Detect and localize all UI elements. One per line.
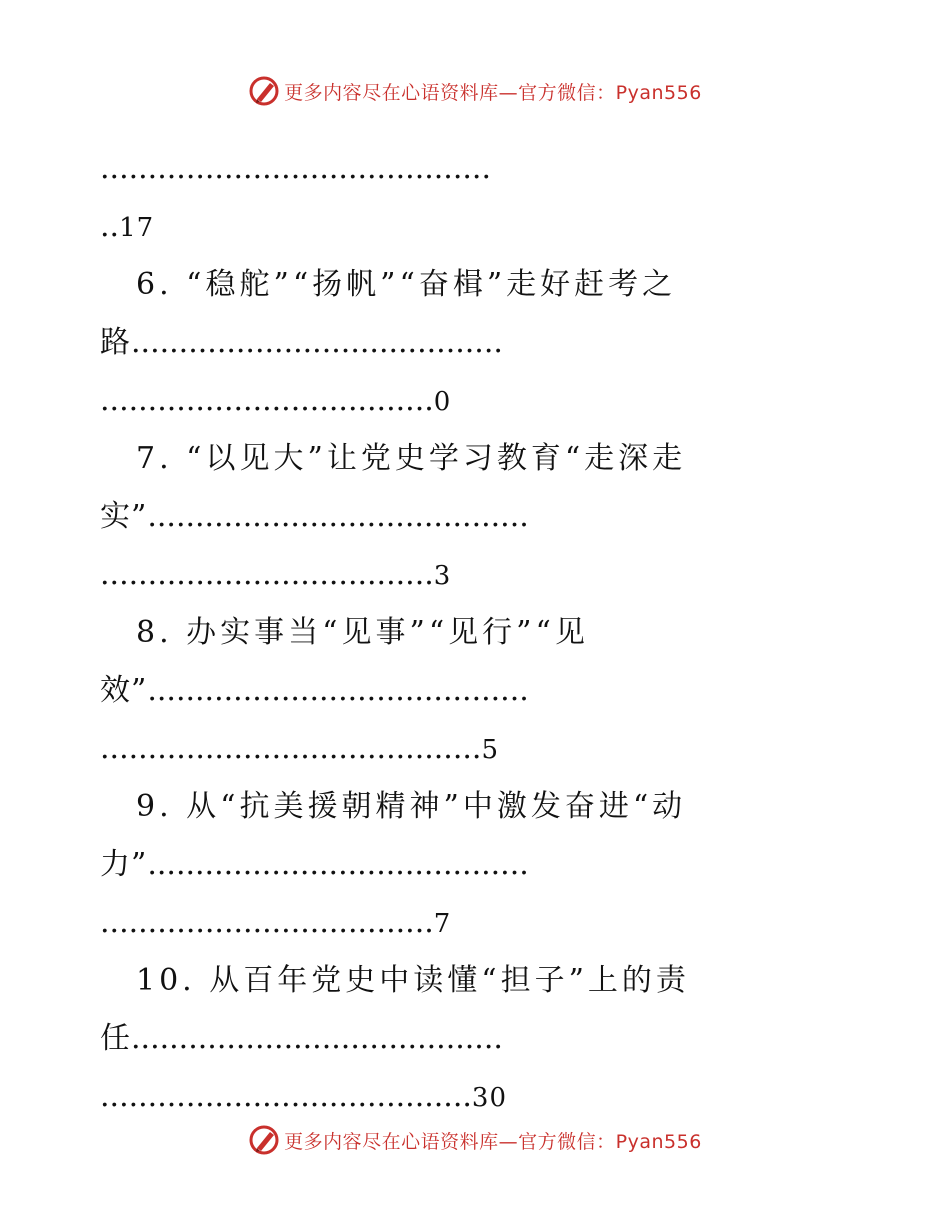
- toc-entry-7-title-end: 实”: [100, 499, 148, 534]
- toc-dots-line: .........................................: [100, 151, 491, 186]
- header-watermark: [0, 71, 950, 111]
- toc-entry-9-page: 7: [433, 909, 452, 939]
- toc-entry-6-page: 0: [433, 387, 452, 417]
- toc-entry-9-leader[interactable]: 力”........................................: [100, 847, 529, 882]
- toc-entry-8-title-end: 效”: [100, 673, 148, 708]
- footer-watermark: [0, 1120, 950, 1160]
- footer-banner-text: 更多内容尽在心语资料库—官方微信：Pyan556: [284, 1130, 702, 1153]
- toc-entry-9-title[interactable]: 9. 从“抗美援朝精神”中激发奋进“动: [136, 789, 687, 824]
- toc-entry-6-leader[interactable]: 路.......................................: [100, 325, 503, 360]
- toc-entry-8-page-line[interactable]: ........................................5: [100, 731, 499, 766]
- toc-page-line: ..17: [100, 209, 155, 244]
- pen-logo-icon: [248, 1124, 280, 1156]
- header-banner-text: 更多内容尽在心语资料库—官方微信：Pyan556: [284, 81, 702, 104]
- toc-entry-10-leader[interactable]: 任.......................................: [100, 1021, 503, 1056]
- toc-entry-10-title[interactable]: 10. 从百年党史中读懂“担子”上的责: [136, 963, 690, 998]
- toc-entry-7-leader[interactable]: 实”........................................: [100, 499, 529, 534]
- toc-entry-9-page-line[interactable]: ...................................7: [100, 905, 452, 940]
- table-of-contents: [100, 140, 842, 1126]
- toc-entry-10-title-end: 任: [100, 1021, 131, 1056]
- pen-logo-icon: [248, 75, 280, 107]
- toc-entry-8-title[interactable]: 8. 办实事当“见事”“见行”“见: [136, 615, 589, 650]
- toc-entry-6-title-end: 路: [100, 325, 131, 360]
- toc-entry-6-title[interactable]: 6. “稳舵”“扬帆”“奋楫”走好赶考之: [136, 267, 677, 302]
- toc-entry-8-page: 5: [481, 735, 499, 765]
- toc-entry-6-page-line[interactable]: ...................................0: [100, 383, 452, 418]
- toc-entry-7-page-line[interactable]: ...................................3: [100, 557, 452, 592]
- toc-entry-9-title-end: 力”: [100, 847, 148, 882]
- toc-entry-8-leader[interactable]: 效”........................................: [100, 673, 529, 708]
- toc-entry-10-page-line[interactable]: .......................................30: [100, 1079, 508, 1114]
- toc-entry-7-title[interactable]: 7. “以见大”让党史学习教育“走深走: [136, 441, 687, 476]
- toc-page-number: 17: [119, 213, 155, 243]
- toc-entry-10-page: 30: [471, 1083, 508, 1113]
- toc-entry-7-page: 3: [433, 561, 452, 591]
